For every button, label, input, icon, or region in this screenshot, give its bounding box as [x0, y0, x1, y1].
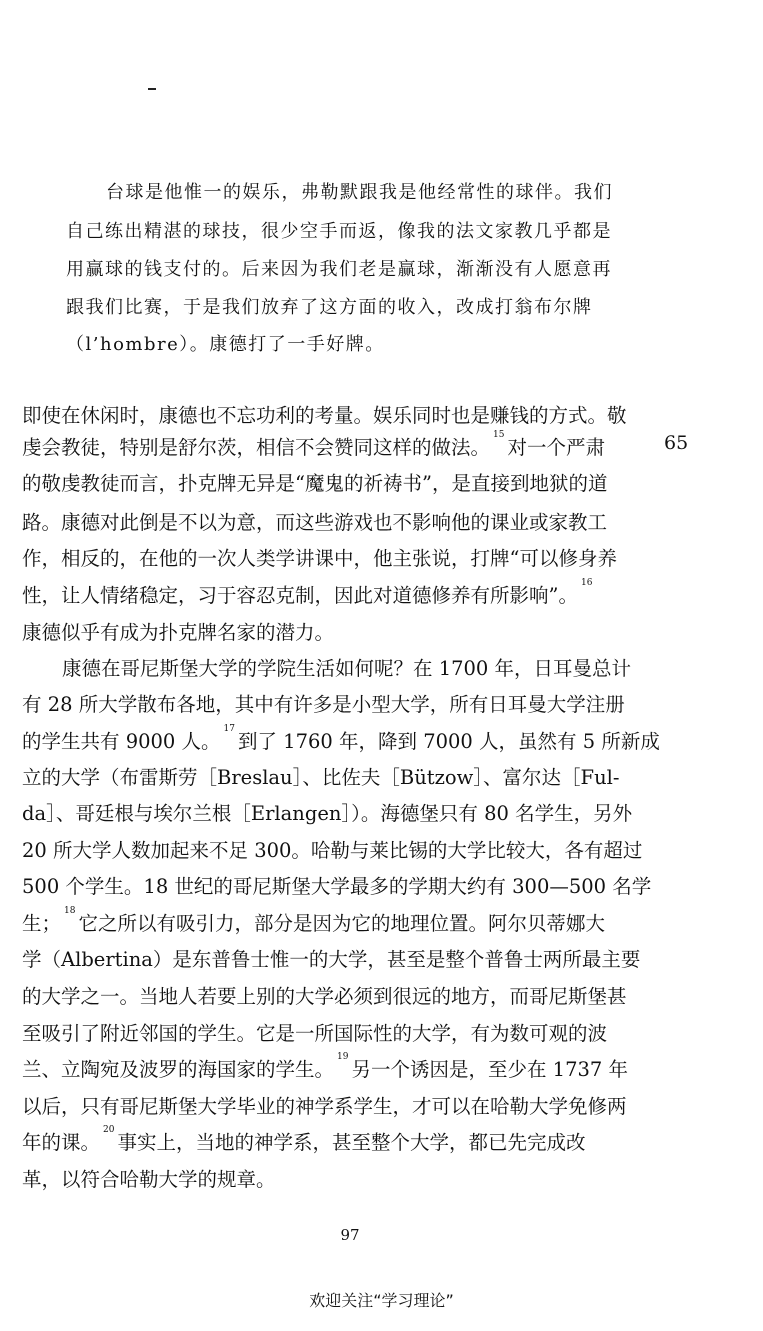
body-line — [22, 617, 334, 645]
body-line-text: 对一个严肃 — [507, 436, 605, 459]
margin-page-number: 65 — [664, 432, 689, 454]
footnote-ref: 16 — [580, 578, 593, 588]
body-line — [22, 762, 619, 790]
body-line-text: 的大学之一。当地人若要上别的大学必须到很远的地方，而哥尼斯堡甚 — [22, 985, 627, 1008]
quote-line: 用赢球的钱支付的。后来因为我们老是赢球，渐渐没有人愿意再 — [66, 259, 612, 280]
body-line-text: 即使在休闲时，康德也不忘功利的考量。娱乐同时也是赚钱的方式。敬 — [22, 404, 627, 427]
quote-line: （l’hombre）。康德打了一手好牌。 — [66, 334, 385, 355]
body-line-text: 以后，只有哥尼斯堡大学毕业的神学系学生，才可以在哈勒大学免修两 — [22, 1095, 627, 1118]
body-line — [22, 1018, 607, 1046]
body-line-text: 革，以符合哈勒大学的规章。 — [22, 1168, 276, 1191]
body-line-text: 兰、立陶宛及波罗的海国家的学生。 — [22, 1058, 335, 1081]
body-line-text: 有 28 所大学散布各地，其中有许多是小型大学，所有日耳曼大学注册 — [22, 693, 625, 716]
body-line — [22, 543, 617, 571]
body-line-text: 年的课。 — [22, 1131, 101, 1154]
body-line-text: 学（Albertina）是东普鲁士惟一的大学，甚至是整个普鲁士两所最主要 — [22, 948, 641, 971]
body-line-text: 虔会教徒，特别是舒尔茨，相信不会赞同这样的做法。 — [22, 436, 491, 459]
footnote-ref: 18 — [64, 906, 76, 916]
body-line-text: 性，让人情绪稳定，习于容忍克制，因此对道德修养有所影响”。 — [22, 584, 578, 607]
body-line-text: 作，相反的，在他的一次人类学讲课中，他主张说，打牌“可以修身养 — [22, 547, 617, 570]
body-line-text: 它之所以有吸引力，部分是因为它的地理位置。阿尔贝蒂娜大 — [78, 912, 605, 935]
quote-line: 自己练出精湛的球技，很少空手而返，像我的法文家教几乎都是 — [66, 221, 612, 242]
body-line — [22, 432, 605, 460]
body-line-text: da］、哥廷根与埃尔兰根［Erlangen］）。海德堡只有 80 名学生，另外 — [22, 802, 633, 825]
body-line-text: 立的大学（布雷斯劳［Breslau］、比佐夫［Bützow］、富尔达［Ful- — [22, 766, 620, 789]
footnote-ref: 17 — [223, 724, 235, 734]
body-line — [22, 908, 605, 936]
quote-line: 跟我们比赛，于是我们放弃了这方面的收入，改成打翁布尔牌 — [66, 297, 593, 318]
body-line — [22, 1054, 628, 1082]
stray-mark — [148, 88, 156, 90]
footnote-ref: 19 — [337, 1052, 349, 1062]
body-line-text: 康德似乎有成为扑克牌名家的潜力。 — [22, 621, 335, 644]
footnote-ref: 15 — [493, 430, 505, 440]
body-line-text: 事实上，当地的神学系，甚至整个大学，都已先完成改 — [117, 1131, 586, 1154]
body-line — [22, 871, 651, 899]
body-line — [22, 507, 607, 535]
body-line-text: 的敬虔教徒而言，扑克牌无异是“魔鬼的祈祷书”，是直接到地狱的道 — [22, 472, 608, 495]
body-line-text: 路。康德对此倒是不以为意，而这些游戏也不影响他的课业或家教工 — [22, 511, 608, 534]
body-line — [22, 580, 595, 608]
body-line-text: 至吸引了附近邻国的学生。它是一所国际性的大学，有为数可观的波 — [22, 1022, 608, 1045]
body-line — [22, 944, 640, 972]
body-line — [22, 726, 660, 754]
footer-text: 欢迎关注“学习理论” — [309, 1291, 454, 1310]
body-line-text: 另一个诱因是，至少在 1737 年 — [351, 1058, 628, 1081]
body-line — [22, 1127, 585, 1155]
body-line-text: 20 所大学人数加起来不足 300。哈勒与莱比锡的大学比较大，各有超过 — [22, 839, 643, 862]
body-line-text: 康德在哥尼斯堡大学的学院生活如何呢？在 1700 年，日耳曼总计 — [62, 657, 632, 680]
quote-line: 台球是他惟一的娱乐，弗勒默跟我是他经常性的球伴。我们 — [106, 182, 613, 203]
body-line — [22, 981, 627, 1009]
body-line — [22, 1091, 627, 1119]
body-line — [22, 400, 627, 428]
body-line-text: 到了 1760 年，降到 7000 人，虽然有 5 所新成 — [237, 730, 660, 753]
body-line-text: 生； — [22, 912, 62, 935]
body-line — [22, 689, 625, 717]
page-number: 97 — [340, 1226, 360, 1244]
body-line — [22, 1164, 276, 1192]
footnote-ref: 20 — [103, 1125, 115, 1135]
body-line — [62, 653, 631, 681]
body-line-text: 500 个学生。18 世纪的哥尼斯堡大学最多的学期大约有 300—500 名学 — [22, 875, 652, 898]
body-line — [22, 798, 632, 826]
body-line — [22, 835, 642, 863]
body-line-text: 的学生共有 9000 人。 — [22, 730, 221, 753]
body-line — [22, 468, 607, 496]
